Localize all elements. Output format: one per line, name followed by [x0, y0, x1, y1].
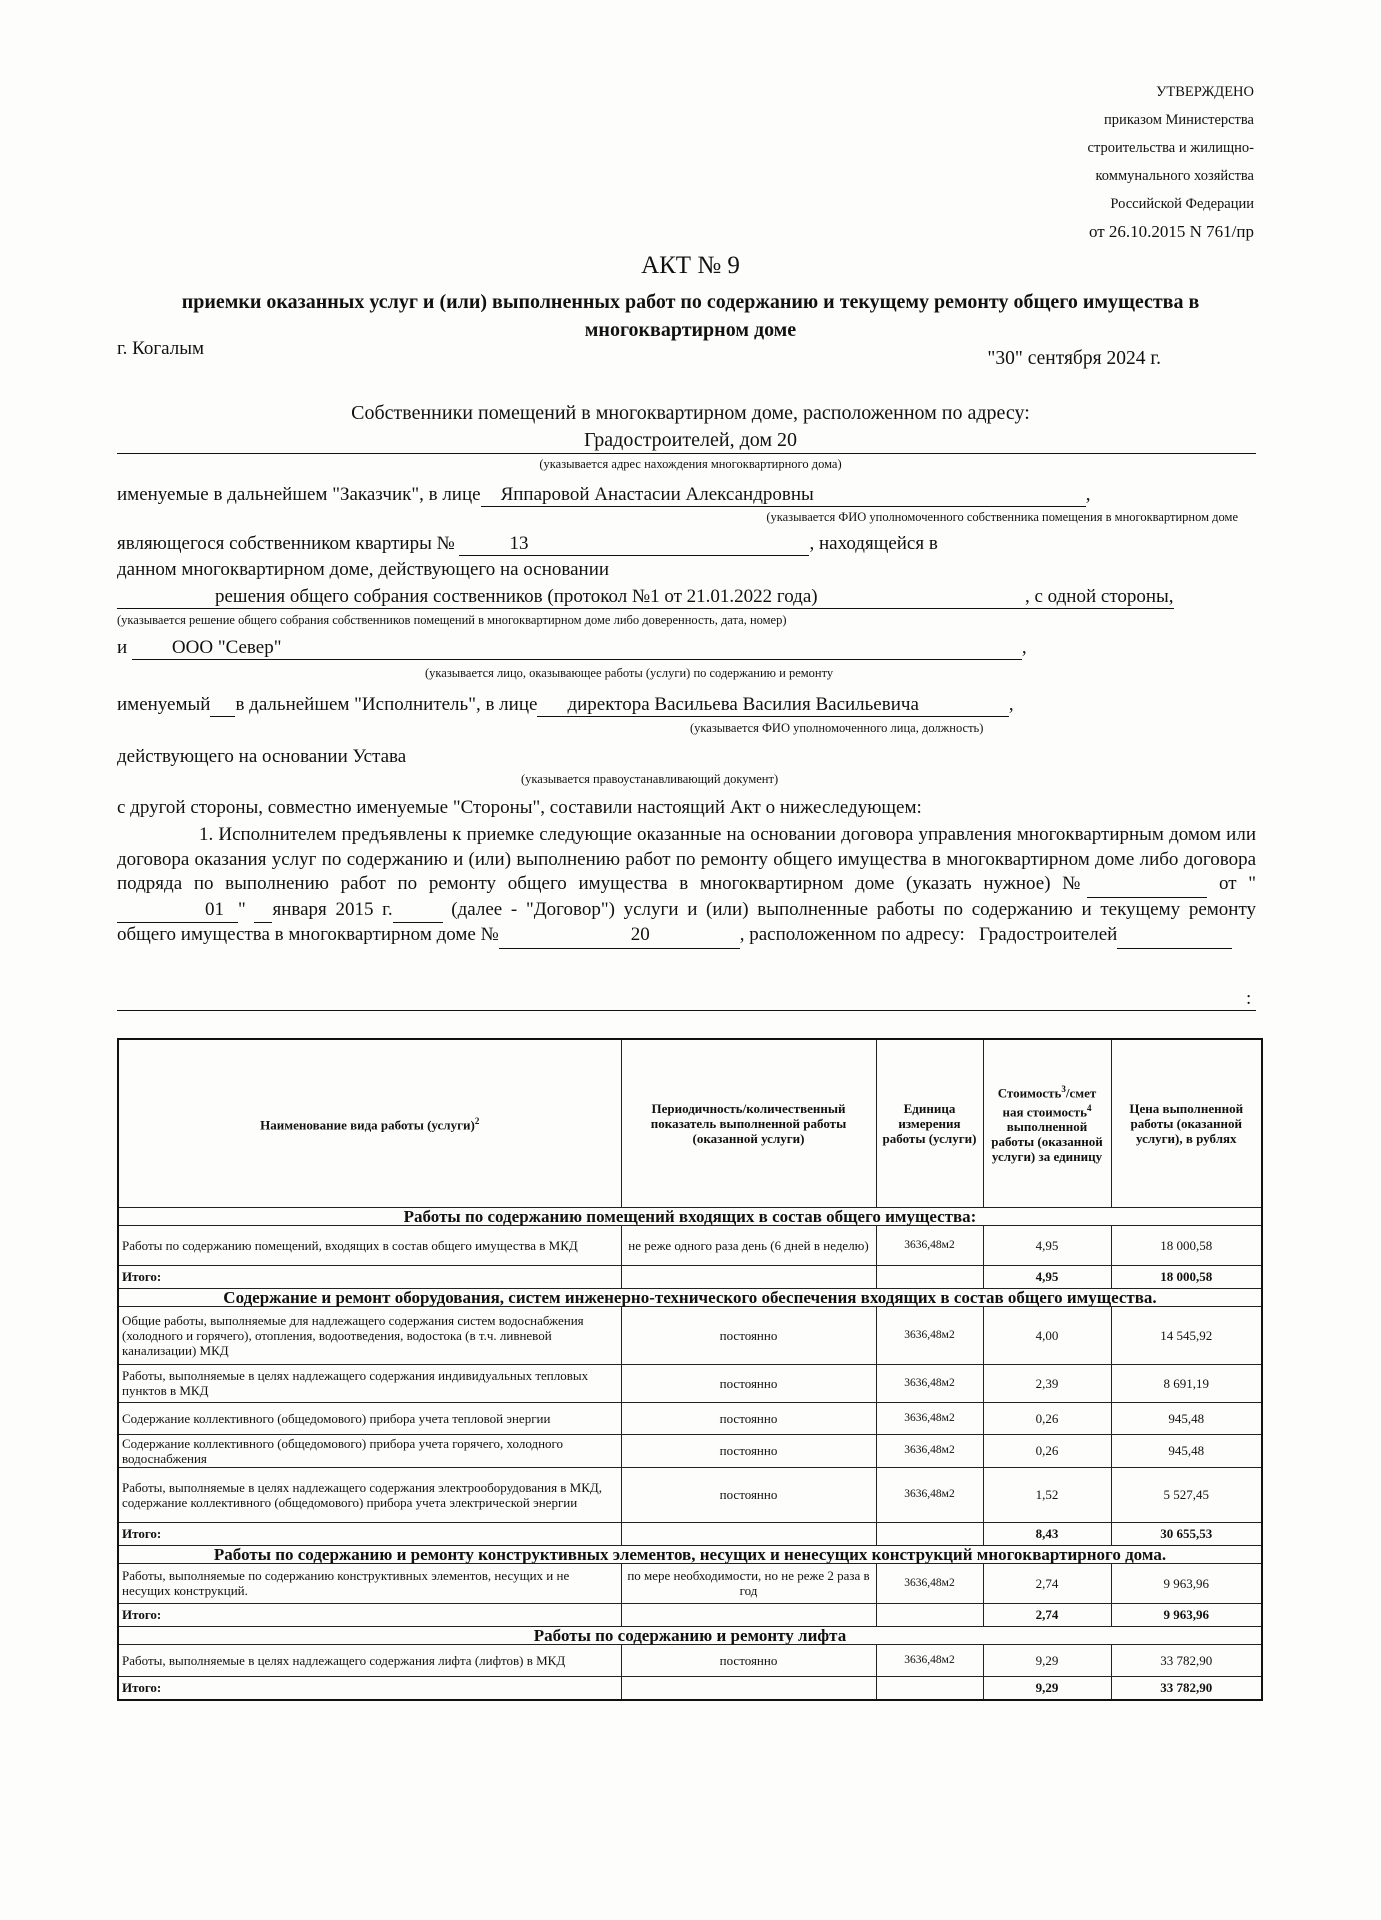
- header-price: Цена выполненной работы (оказанной услуги), в рублях: [1111, 1039, 1262, 1207]
- flat-line: [117, 533, 938, 556]
- city: г. Когалым: [117, 338, 205, 359]
- header-unit: Единица измерения работы (услуги): [876, 1039, 983, 1207]
- total-price: 30 655,53: [1111, 1522, 1262, 1545]
- flat-number: 13: [459, 533, 809, 556]
- cell-period: постоянно: [621, 1306, 876, 1364]
- section-title: Работы по содержанию и ремонту конструктивных элементов, несущих и ненесущих конструкций многоквартирного дома.: [118, 1545, 1262, 1563]
- total-empty-cell: [621, 1265, 876, 1288]
- total-empty-cell: [876, 1603, 983, 1626]
- total-empty-cell: [621, 1522, 876, 1545]
- cell-period: постоянно: [621, 1364, 876, 1402]
- approval-line: УТВЕРЖДЕНО: [1156, 84, 1254, 100]
- cell-cost: 2,39: [983, 1364, 1111, 1402]
- total-price: 9 963,96: [1111, 1603, 1262, 1626]
- table-row: [118, 1563, 1262, 1603]
- cell-price: 945,48: [1111, 1402, 1262, 1434]
- total-empty-cell: [621, 1676, 876, 1700]
- act-date: "30" сентября 2024 г.: [987, 348, 1161, 369]
- cell-unit: 3636,48м2: [876, 1563, 983, 1603]
- table-body: [118, 1207, 1262, 1700]
- section-title: Работы по содержанию и ремонту лифта: [118, 1626, 1262, 1644]
- total-cost: 4,95: [983, 1265, 1111, 1288]
- cell-cost: 1,52: [983, 1467, 1111, 1522]
- street-blank: [1117, 923, 1232, 949]
- table-row: [118, 1225, 1262, 1265]
- customer-line: [117, 484, 1091, 507]
- cell-period: постоянно: [621, 1434, 876, 1467]
- total-row: [118, 1603, 1262, 1626]
- table-row: [118, 1364, 1262, 1402]
- section-title: Содержание и ремонт оборудования, систем инженерно-технического обеспечения входящих в состав общего имущества.: [118, 1288, 1262, 1306]
- cell-period: по мере необходимости, но не реже 2 раза в год: [621, 1563, 876, 1603]
- address-underline: [117, 453, 1256, 454]
- cell-price: 33 782,90: [1111, 1644, 1262, 1676]
- cell-cost: 4,95: [983, 1225, 1111, 1265]
- contract-number-blank: [1087, 872, 1207, 898]
- header-cost: Стоимость$^3$/смет ная стоимость$^4$ выполненной работы (оказанной услуги) за единицу: [983, 1039, 1111, 1207]
- cell-name: Содержание коллективного (общедомового) прибора учета горячего, холодного водоснабжения: [118, 1434, 621, 1467]
- approval-block: [1088, 78, 1254, 246]
- cell-price: 8 691,19: [1111, 1364, 1262, 1402]
- basis-suffix: , с одной стороны,: [1025, 586, 1174, 607]
- cell-price: 5 527,45: [1111, 1467, 1262, 1522]
- contractor-line: [117, 637, 1027, 660]
- executor-underline: [210, 694, 235, 717]
- approval-line: коммунального хозяйства: [1095, 168, 1254, 184]
- total-row: [118, 1522, 1262, 1545]
- customer-prefix: именуемые в дальнейшем "Заказчик", в лице: [117, 484, 481, 505]
- executor-hint: (указывается ФИО уполномоченного лица, должность): [690, 721, 984, 735]
- cell-period: постоянно: [621, 1402, 876, 1434]
- total-row: [118, 1265, 1262, 1288]
- act-subtitle: приемки оказанных услуг и (или) выполненных работ по содержанию и текущему ремонту общего имущества в многоквартирном доме: [181, 291, 1200, 341]
- cell-cost: 0,26: [983, 1402, 1111, 1434]
- total-cost: 2,74: [983, 1603, 1111, 1626]
- cell-cost: 9,29: [983, 1644, 1111, 1676]
- customer-name: Яппаровой Анастасии Александровны: [481, 484, 816, 507]
- section-header-row: [118, 1626, 1262, 1644]
- table-row: [118, 1306, 1262, 1364]
- total-price: 18 000,58: [1111, 1265, 1262, 1288]
- table-row: [118, 1402, 1262, 1434]
- customer-hint: (указывается ФИО уполномоченного собственника помещения в многоквартирном доме: [766, 510, 1238, 524]
- cell-price: 945,48: [1111, 1434, 1262, 1467]
- total-label: Итого:: [118, 1522, 621, 1545]
- executor-a: именуемый: [117, 694, 211, 715]
- total-cost: 9,29: [983, 1676, 1111, 1700]
- month-blank: [254, 898, 272, 924]
- executor-name: директора Васильева Василия Васильевича: [537, 694, 1008, 717]
- flat-prefix: являющегося собственником квартиры №: [117, 533, 455, 554]
- cell-price: 9 963,96: [1111, 1563, 1262, 1603]
- cell-unit: 3636,48м2: [876, 1467, 983, 1522]
- p1-from: от ": [1219, 873, 1257, 894]
- header-name: Наименование вида работы (услуги)$^2$: [118, 1039, 621, 1207]
- cell-period: постоянно: [621, 1467, 876, 1522]
- and-word: и: [117, 637, 128, 658]
- p1-text-a: 1. Исполнителем предъявлены к приемке следующие оказанные на основании договора управления многоквартирным домом или договора оказания услуг по содержанию и (или) выполнению работ по ремонту общего имущества в многоквартирном доме либо договора подряда по выполнению работ по ремонту общего имущества в многоквартирном доме (указать нужное) №: [117, 824, 1256, 894]
- table-row: [118, 1644, 1262, 1676]
- cell-unit: 3636,48м2: [876, 1402, 983, 1434]
- basis-hint: (указывается решение общего собрания собственников помещений в многоквартирном доме либо доверенность, дата, номер): [117, 613, 787, 627]
- year-blank: [393, 898, 443, 924]
- cell-name: Работы, выполняемые в целях надлежащего содержания электрооборудования в МКД, содержание коллективного (общедомового) прибора учета электрической энергии: [118, 1467, 621, 1522]
- cell-name: Содержание коллективного (общедомового) прибора учета тепловой энергии: [118, 1402, 621, 1434]
- cell-name: Работы, выполняемые в целях надлежащего содержания лифта (лифтов) в МКД: [118, 1644, 621, 1676]
- flat-suffix: , находящейся в: [809, 533, 938, 554]
- paragraph-1: 1. Исполнителем предъявлены к приемке следующие оказанные на основании договора управления многоквартирным домом или договора оказания услуг по содержанию и (или) выполнению работ по ремонту общего имущества в многоквартирном доме либо договора подряда по выполнению работ по ремонту общего имущества в многоквартирном доме (указать нужное) № от "01 " января 2015 г. (далее - "Договор") услуги и (или) выполненные работы по содержанию и текущему ремонту общего имущества в многоквартирном доме № 20 , расположенном по адресу: Градостроителей: [117, 823, 1256, 949]
- total-price: 33 782,90: [1111, 1676, 1262, 1700]
- p1-text-c: , расположенном по адресу:: [739, 924, 965, 945]
- p1-day: 01: [117, 898, 238, 924]
- p1-street: Градостроителей: [978, 924, 1118, 945]
- cell-cost: 0,26: [983, 1434, 1111, 1467]
- basis-value: решения общего собрания соственников (протокол №1 от 21.01.2022 года): [117, 586, 1025, 609]
- total-label: Итого:: [118, 1603, 621, 1626]
- acting-basis: действующего на основании Устава: [117, 746, 407, 767]
- cell-name: Работы, выполняемые в целях надлежащего содержания индивидуальных тепловых пунктов в МКД: [118, 1364, 621, 1402]
- approval-line: Российской Федерации: [1110, 196, 1254, 212]
- other-side: с другой стороны, совместно именуемые "Стороны", составили настоящий Акт о нижеследующем:: [117, 797, 922, 818]
- total-label: Итого:: [118, 1265, 621, 1288]
- executor-b: в дальнейшем "Исполнитель", в лице: [235, 694, 538, 715]
- total-empty-cell: [876, 1676, 983, 1700]
- works-table: [117, 1038, 1263, 1701]
- table-row: [118, 1434, 1262, 1467]
- cell-unit: 3636,48м2: [876, 1644, 983, 1676]
- section-header-row: [118, 1545, 1262, 1563]
- address-value: Градостроителей, дом 20: [583, 429, 798, 451]
- owners-line: Собственники помещений в многоквартирном доме, расположенном по адресу:: [351, 402, 1030, 424]
- section-header-row: [118, 1207, 1262, 1225]
- cell-unit: 3636,48м2: [876, 1434, 983, 1467]
- total-label: Итого:: [118, 1676, 621, 1700]
- table-row: [118, 1467, 1262, 1522]
- basis-line: данном многоквартирном доме, действующего на основании: [117, 559, 610, 580]
- table-header-row: [118, 1039, 1262, 1207]
- acting-hint: (указывается правоустанавливающий документ): [521, 772, 779, 786]
- p1-text-b: (далее - "Договор") услуги и (или) выполненные работы по содержанию и текущему ремонту общего имущества в многоквартирном доме №: [117, 898, 1257, 945]
- cell-unit: 3636,48м2: [876, 1225, 983, 1265]
- total-cost: 8,43: [983, 1522, 1111, 1545]
- cell-period: постоянно: [621, 1644, 876, 1676]
- cell-period: не реже одного раза день (6 дней в неделю): [621, 1225, 876, 1265]
- total-empty-cell: [621, 1603, 876, 1626]
- cell-cost: 4,00: [983, 1306, 1111, 1364]
- section-header-row: [118, 1288, 1262, 1306]
- act-title: АКТ № 9: [641, 252, 740, 279]
- contractor-name: ООО "Север": [132, 637, 1022, 660]
- executor-line: [117, 694, 1014, 717]
- header-period: Периодичность/количественный показатель выполненной работы (оказанной услуги): [621, 1039, 876, 1207]
- section-title: Работы по содержанию помещений входящих в состав общего имущества:: [118, 1207, 1262, 1225]
- approval-line: приказом Министерства: [1104, 112, 1254, 128]
- comma: ,: [1021, 637, 1027, 658]
- comma: ,: [1008, 694, 1014, 715]
- cell-price: 18 000,58: [1111, 1225, 1262, 1265]
- colon: :: [1246, 988, 1252, 1009]
- approval-order-date: от 26.10.2015 N 761/пр: [1088, 222, 1254, 241]
- cell-name: Работы по содержанию помещений, входящих в состав общего имущества в МКД: [118, 1225, 621, 1265]
- contractor-hint: (указывается лицо, оказывающее работы (услуги) по содержанию и ремонту: [425, 666, 834, 680]
- basis-value-line: [117, 586, 1174, 609]
- approval-line: строительства и жилищно-: [1087, 140, 1254, 156]
- total-row: [118, 1676, 1262, 1700]
- cell-unit: 3636,48м2: [876, 1364, 983, 1402]
- total-empty-cell: [876, 1522, 983, 1545]
- comma: ,: [1085, 484, 1091, 505]
- p1-house: 20: [499, 923, 740, 949]
- cell-name: Работы, выполняемые по содержанию конструктивных элементов, несущих и не несущих конструкций.: [118, 1563, 621, 1603]
- cell-name: Общие работы, выполняемые для надлежащего содержания систем водоснабжения (холодного и горячего), отопления, водоотведения, водостока (в т.ч. ливневой канализации) МКД: [118, 1306, 621, 1364]
- cell-price: 14 545,92: [1111, 1306, 1262, 1364]
- total-empty-cell: [876, 1265, 983, 1288]
- cell-cost: 2,74: [983, 1563, 1111, 1603]
- customer-name-underline: [816, 484, 1086, 507]
- paragraph-underline: [117, 1010, 1256, 1011]
- cell-unit: 3636,48м2: [876, 1306, 983, 1364]
- p1-month: января 2015 г.: [272, 898, 393, 920]
- address-hint: (указывается адрес нахождения многоквартирного дома): [539, 457, 842, 471]
